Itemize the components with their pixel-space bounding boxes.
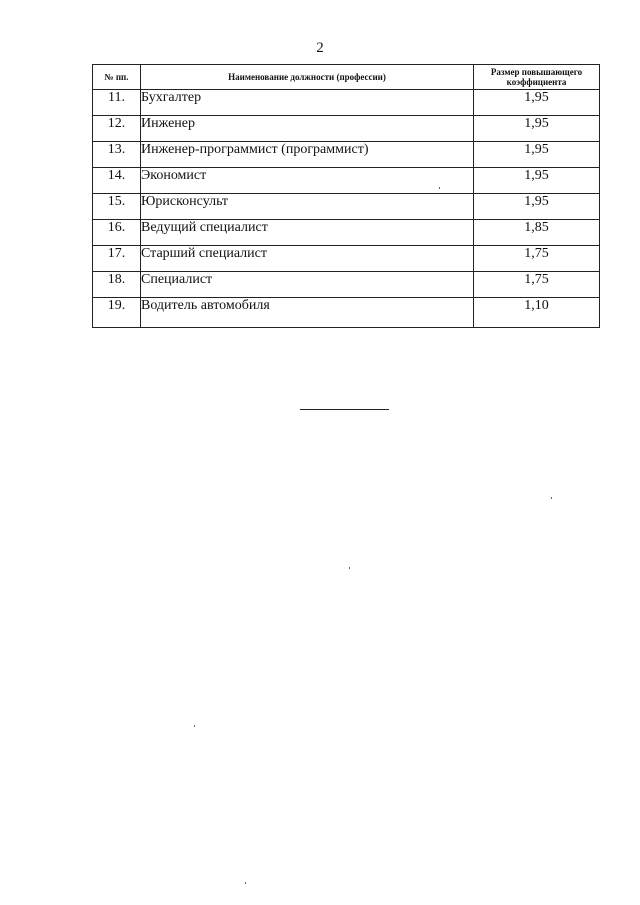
table-row xyxy=(93,246,600,272)
row-position-name: Инженер xyxy=(141,116,474,142)
row-num: 15. xyxy=(93,194,141,220)
row-num: 11. xyxy=(93,90,141,116)
row-coefficient: 1,95 xyxy=(474,194,600,220)
table-header-row xyxy=(93,65,600,90)
row-position-name: Специалист xyxy=(141,272,474,298)
row-coefficient: 1,95 xyxy=(474,142,600,168)
row-coefficient: 1,95 xyxy=(474,90,600,116)
row-position-name: Инженер-программист (программист) xyxy=(141,142,474,168)
row-num: 14. xyxy=(93,168,141,194)
scan-speck xyxy=(194,725,195,727)
scan-speck xyxy=(439,187,440,189)
header-coefficient: Размер повышающего коэффициента xyxy=(474,65,600,90)
page-number: 2 xyxy=(316,40,324,56)
table-row xyxy=(93,298,600,328)
table-row xyxy=(93,90,600,116)
table-row xyxy=(93,272,600,298)
row-num: 18. xyxy=(93,272,141,298)
table-row xyxy=(93,194,600,220)
row-num: 17. xyxy=(93,246,141,272)
row-num: 19. xyxy=(93,298,141,328)
row-coefficient: 1,85 xyxy=(474,220,600,246)
row-num: 12. xyxy=(93,116,141,142)
row-coefficient: 1,75 xyxy=(474,246,600,272)
row-coefficient: 1,95 xyxy=(474,116,600,142)
row-position-name: Экономист xyxy=(141,168,474,194)
row-num: 16. xyxy=(93,220,141,246)
table-row xyxy=(93,142,600,168)
header-num: № пп. xyxy=(93,65,141,90)
scan-speck xyxy=(551,497,552,499)
scan-speck xyxy=(349,567,350,569)
row-coefficient: 1,75 xyxy=(474,272,600,298)
scan-speck xyxy=(245,882,246,884)
table-row xyxy=(93,220,600,246)
row-position-name: Бухгалтер xyxy=(141,90,474,116)
row-coefficient: 1,95 xyxy=(474,168,600,194)
row-coefficient: 1,10 xyxy=(474,298,600,328)
end-of-document-rule xyxy=(300,409,389,410)
header-position-name: Наименование должности (профессии) xyxy=(141,65,474,90)
row-position-name: Старший специалист xyxy=(141,246,474,272)
table-row xyxy=(93,168,600,194)
positions-table xyxy=(92,64,600,328)
row-num: 13. xyxy=(93,142,141,168)
row-position-name: Юрисконсульт xyxy=(141,194,474,220)
row-position-name: Водитель автомобиля xyxy=(141,298,474,328)
row-position-name: Ведущий специалист xyxy=(141,220,474,246)
table-row xyxy=(93,116,600,142)
